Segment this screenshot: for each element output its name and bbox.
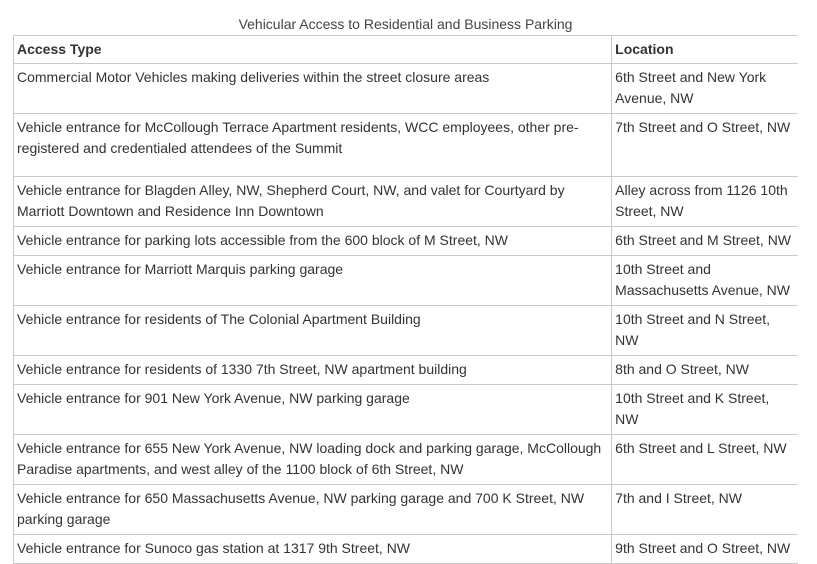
location-cell: 10th Street and Massachusetts Avenue, NW [612, 256, 798, 306]
table-row [14, 306, 799, 356]
table-row [14, 177, 799, 227]
access-type-cell: Vehicle entrance for Marriott Marquis parking garage [14, 256, 612, 306]
access-type-cell: Vehicle entrance for residents of The Colonial Apartment Building [14, 306, 612, 356]
location-cell: 6th Street and New York Avenue, NW [612, 64, 798, 114]
location-cell: 10th Street and K Street, NW [612, 385, 798, 435]
table-row [14, 114, 799, 177]
table-row [14, 356, 799, 385]
table-header-row [14, 36, 799, 64]
location-cell: 6th Street and M Street, NW [612, 227, 798, 256]
table-row [14, 485, 799, 535]
access-type-cell: Vehicle entrance for 655 New York Avenue, NW loading dock and parking garage, McCollough Paradise apartments, and west alley of the 1100 block of 6th Street, NW [14, 435, 612, 485]
access-type-cell: Vehicle entrance for residents of 1330 7th Street, NW apartment building [14, 356, 612, 385]
location-cell: 7th Street and O Street, NW [612, 114, 798, 177]
location-cell: Alley across from 1126 10th Street, NW [612, 177, 798, 227]
access-type-cell: Vehicle entrance for Sunoco gas station at 1317 9th Street, NW [14, 535, 612, 564]
access-type-cell: Vehicle entrance for parking lots accessible from the 600 block of M Street, NW [14, 227, 612, 256]
location-cell: 8th and O Street, NW [612, 356, 798, 385]
header-access-type: Access Type [14, 36, 612, 64]
table-row [14, 227, 799, 256]
location-cell: 10th Street and N Street, NW [612, 306, 798, 356]
access-type-cell: Commercial Motor Vehicles making deliveries within the street closure areas [14, 64, 612, 114]
access-type-cell: Vehicle entrance for 650 Massachusetts Avenue, NW parking garage and 700 K Street, NW parking garage [14, 485, 612, 535]
access-type-cell: Vehicle entrance for Blagden Alley, NW, Shepherd Court, NW, and valet for Courtyard by Marriott Downtown and Residence Inn Downtown [14, 177, 612, 227]
location-cell: 9th Street and O Street, NW [612, 535, 798, 564]
access-table [13, 35, 798, 564]
access-type-cell: Vehicle entrance for McCollough Terrace Apartment residents, WCC employees, other pre-registered and credentialed attendees of the Summit [14, 114, 612, 177]
header-location: Location [612, 36, 798, 64]
table-caption: Vehicular Access to Residential and Business Parking [238, 16, 573, 32]
location-cell: 7th and I Street, NW [612, 485, 798, 535]
table-row [14, 256, 799, 306]
table-row [14, 385, 799, 435]
access-type-cell: Vehicle entrance for 901 New York Avenue, NW parking garage [14, 385, 612, 435]
table-row [14, 64, 799, 114]
table-row [14, 435, 799, 485]
table-row [14, 535, 799, 564]
location-cell: 6th Street and L Street, NW [612, 435, 798, 485]
